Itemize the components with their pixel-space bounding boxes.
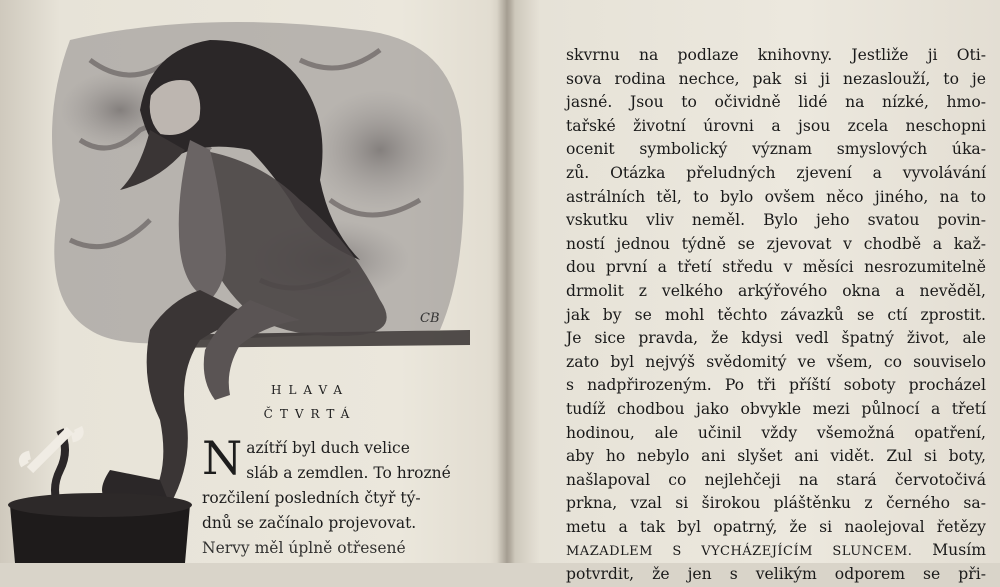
text-line: sova rodina nechce, pak si ji nezaslouží, to je bbox=[566, 69, 986, 88]
text-line: dnů se začínalo projevovat. bbox=[202, 514, 417, 532]
text-line: aby ho nebylo ani slyšet ani vidět. Zul si boty, bbox=[566, 447, 986, 466]
ghost-face bbox=[149, 79, 202, 136]
text-line: jak by se mohl těchto závazků se ctí zprostit. bbox=[566, 305, 986, 324]
chapter-label: HLAVA bbox=[270, 383, 350, 397]
drop-cap: N bbox=[202, 431, 243, 485]
text-line: tařské životní úrovni a jsou zcela neschopni bbox=[566, 116, 986, 135]
text-line: našlapoval co nejlehčeji na stará červotočivá bbox=[566, 470, 986, 489]
text-line: sláb a zemdlen. To hrozné bbox=[246, 464, 451, 482]
text-line: prkna, vzal si širokou pláštěnku z černého sa- bbox=[566, 494, 986, 513]
text-line: skvrnu na podlaze knihovny. Jestliže ji Oti- bbox=[566, 46, 986, 64]
chapter-number: ČTVRTÁ bbox=[263, 407, 357, 421]
text-line: zato byl nejvýš svědomitý ve všem, co souviselo bbox=[566, 352, 986, 371]
text-line: rozčilení posledních čtyř tý- bbox=[202, 489, 421, 507]
bone bbox=[23, 428, 79, 470]
text-line: dou první a třetí středu v měsíci nesrozumitelně bbox=[566, 258, 986, 277]
right-page-text bbox=[566, 44, 986, 587]
text-line: vskutku vliv neměl. Bylo jeho svatou povin- bbox=[566, 211, 986, 230]
text-line: metu a tak byl opatrný, že si naolejoval řetězy bbox=[566, 517, 986, 536]
text-line: azítří byl duch velice bbox=[246, 439, 410, 457]
cauldron-rim bbox=[8, 493, 192, 517]
smallcaps-text: MAZADLEM S VYCHÁZEJÍCÍM SLUNCEM. bbox=[566, 544, 913, 560]
text-line: jasné. Jsou to očividně lidé na nízké, hmo- bbox=[566, 93, 986, 112]
text-line: drmolit z velkého arkýřového okna a nevěděl, bbox=[566, 281, 986, 300]
text-line: potvrdit, že jen s velikým odporem se při- bbox=[566, 565, 986, 584]
text-line: s nadpřirozeným. Po tři příští soboty procházel bbox=[566, 376, 986, 395]
text-line: ocenit symbolický význam smyslových úka- bbox=[566, 140, 986, 159]
text-line: ností jednou týdně se zjevovat v chodbě a kaž- bbox=[566, 234, 986, 253]
left-page-text bbox=[202, 431, 452, 561]
smallcaps-line-rest: Musím bbox=[912, 541, 986, 560]
text-line: Nervy měl úplně otřesené bbox=[202, 539, 406, 557]
text-line: hodinou, ale učinil vždy všemožná opatření, bbox=[566, 423, 986, 442]
text-line: zů. Otázka přeludných zjevení a vyvolávání bbox=[566, 163, 986, 182]
text-line: tudíž chodbou jako obvykle mezi půlnocí a třetí bbox=[566, 399, 986, 418]
text-line-smallcaps bbox=[566, 539, 986, 563]
illustration-signature: CB bbox=[420, 311, 440, 326]
text-line: Je sice pravda, že kdysi vedl špatný život, ale bbox=[566, 329, 986, 348]
text-line: astrálních těl, to bylo ovšem něco jiného, na to bbox=[566, 187, 986, 206]
chapter-heading bbox=[230, 378, 390, 426]
book-gutter bbox=[497, 0, 515, 563]
